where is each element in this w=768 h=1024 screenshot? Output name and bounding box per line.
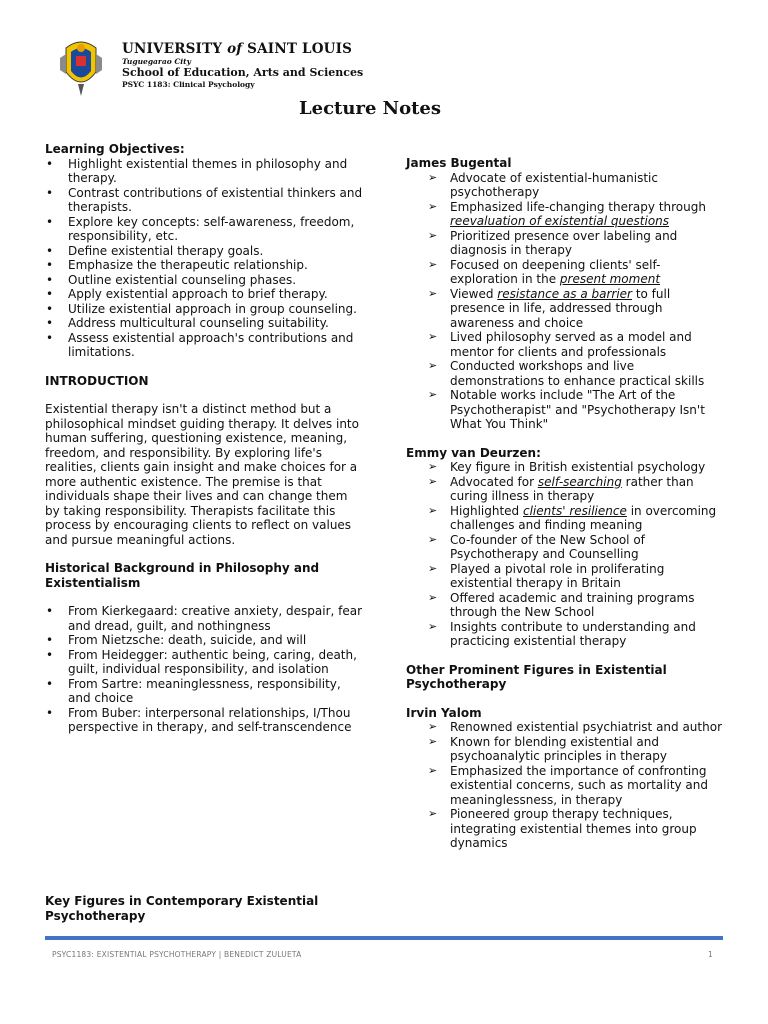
- objectives-list: [45, 157, 365, 360]
- list-item: ➢ Highlighted clients' resilience in overcoming challenges and finding meaning: [428, 503, 717, 532]
- list-item: • Apply existential approach to brief therapy.: [45, 287, 365, 302]
- page-title: Lecture Notes: [298, 98, 442, 119]
- list-item: ➢ Focused on deepening clients' self-exploration in the present moment: [428, 257, 661, 286]
- arrow-bullet-icon: ➢: [428, 286, 438, 300]
- arrow-bullet-icon: ➢: [428, 460, 438, 473]
- list-item: • Contrast contributions of existential thinkers and therapists.: [45, 186, 365, 215]
- history-heading: Historical Background in Philosophy and Existentialism: [45, 561, 320, 590]
- list-item: • From Buber: interpersonal relationships, I/Thou perspective in therapy, and self-transcendence: [45, 706, 365, 735]
- list-item: ➢ Known for blending existential and psychoanalytic principles in therapy: [428, 734, 667, 763]
- arrow-bullet-icon: ➢: [428, 532, 438, 546]
- objectives-heading: Learning Objectives:: [45, 142, 185, 156]
- list-item: • Emphasize the therapeutic relationship.: [45, 258, 365, 273]
- list-item: • From Nietzsche: death, suicide, and will: [45, 633, 365, 648]
- list-item: ➢ Offered academic and training programs through the New School: [428, 590, 695, 619]
- arrow-bullet-icon: ➢: [428, 388, 438, 401]
- footer-rule: [45, 936, 723, 940]
- arrow-bullet-icon: ➢: [428, 199, 438, 213]
- list-item: • Define existential therapy goals.: [45, 244, 365, 259]
- yalom-list: [406, 720, 726, 851]
- yalom-heading: Irvin Yalom: [406, 705, 482, 720]
- list-item: ➢ Advocate of existential-humanistic psychotherapy: [428, 170, 658, 199]
- introduction-text: Existential therapy isn't a distinct method but a philosophical mindset guiding therapy. It delves into human suffering, questioning existence, meaning, freedom, and responsibility. By exploring life's realities, clients gain insight and make choices for a more authentic existence. The premise is that individuals shape their lives and can change them by taking responsibility. Therapists facilitate this process by encouraging clients to reflect on values and pursue meaningful actions.: [45, 402, 359, 547]
- course-code: PSYC 1183: Clinical Psychology: [122, 80, 255, 89]
- list-item: ➢ Insights contribute to understanding and practicing existential therapy: [428, 619, 696, 648]
- list-item: • From Kierkegaard: creative anxiety, despair, fear and dread, guilt, and nothingness: [45, 604, 365, 633]
- list-item: ➢ Prioritized presence over labeling and diagnosis in therapy: [428, 228, 678, 257]
- list-item: ➢ Co-founder of the New School of Psychotherapy and Counselling: [428, 532, 645, 561]
- introduction-heading: INTRODUCTION: [45, 373, 149, 388]
- arrow-bullet-icon: ➢: [428, 807, 438, 820]
- arrow-bullet-icon: ➢: [428, 474, 438, 488]
- bugental-heading: James Bugental: [406, 156, 512, 170]
- history-list: [45, 604, 365, 735]
- list-item: • Outline existential counseling phases.: [45, 273, 365, 288]
- arrow-bullet-icon: ➢: [428, 257, 438, 271]
- list-item: ➢ Conducted workshops and live demonstrations to enhance practical skills: [428, 359, 705, 388]
- list-item: • From Heidegger: authentic being, caring, death, guilt, individual responsibility, and isolation: [45, 648, 365, 677]
- arrow-bullet-icon: ➢: [428, 561, 438, 575]
- list-item: ➢ Pioneered group therapy techniques, integrating existential themes into group dynamics: [428, 807, 697, 850]
- list-item: ➢ Key figure in British existential psychology: [428, 460, 706, 474]
- list-item: • From Sartre: meaninglessness, responsibility, and choice: [45, 677, 365, 706]
- list-item: • Address multicultural counseling suitability.: [45, 316, 365, 331]
- arrow-bullet-icon: ➢: [428, 503, 438, 517]
- arrow-bullet-icon: ➢: [428, 359, 438, 372]
- list-item: ➢ Renowned existential psychiatrist and author: [428, 720, 722, 734]
- footer-text: PSYC1183: EXISTENTIAL PSYCHOTHERAPY | BENEDICT ZULUETA: [52, 950, 302, 959]
- list-item: ➢ Notable works include "The Art of the Psychotherapist" and "Psychotherapy Isn't What You Think": [428, 388, 705, 431]
- university-city: Tuguegarao City: [122, 57, 191, 66]
- other-figures-heading: Other Prominent Figures in Existential Psychotherapy: [406, 662, 667, 691]
- arrow-bullet-icon: ➢: [428, 720, 438, 733]
- list-item: ➢ Viewed resistance as a barrier to full presence in life, addressed through awareness and choice: [428, 286, 671, 330]
- right-column: [406, 156, 726, 851]
- deurzen-list: [406, 460, 726, 649]
- arrow-bullet-icon: ➢: [428, 228, 438, 242]
- arrow-bullet-icon: ➢: [428, 619, 438, 633]
- arrow-bullet-icon: ➢: [428, 590, 438, 604]
- list-item: ➢ Advocated for self-searching rather than curing illness in therapy: [428, 474, 694, 503]
- university-seal-icon: [58, 38, 104, 96]
- list-item: • Utilize existential approach in group counseling.: [45, 302, 365, 317]
- key-figures-heading: Key Figures in Contemporary Existential Psychotherapy: [45, 894, 319, 923]
- bugental-list: [406, 171, 726, 432]
- deurzen-heading: Emmy van Deurzen:: [406, 445, 541, 460]
- left-column: [45, 142, 365, 735]
- university-name: UNIVERSITY of SAINT LOUIS: [122, 41, 353, 57]
- list-item: ➢ Emphasized life-changing therapy through reevaluation of existential questions: [428, 199, 706, 228]
- school-name: School of Education, Arts and Sciences: [122, 66, 364, 79]
- list-item: ➢ Emphasized the importance of confronting existential concerns, such as mortality and meaninglessness, in therapy: [428, 763, 709, 807]
- arrow-bullet-icon: ➢: [428, 734, 438, 748]
- list-item: • Assess existential approach's contributions and limitations.: [45, 331, 365, 360]
- arrow-bullet-icon: ➢: [428, 330, 438, 343]
- page-number: 1: [708, 950, 713, 959]
- arrow-bullet-icon: ➢: [428, 763, 438, 777]
- list-item: • Explore key concepts: self-awareness, freedom, responsibility, etc.: [45, 215, 365, 244]
- arrow-bullet-icon: ➢: [428, 170, 438, 184]
- list-item: ➢ Lived philosophy served as a model and mentor for clients and professionals: [428, 330, 692, 359]
- list-item: • Highlight existential themes in philosophy and therapy.: [45, 157, 365, 186]
- list-item: ➢ Played a pivotal role in proliferating existential therapy in Britain: [428, 561, 665, 590]
